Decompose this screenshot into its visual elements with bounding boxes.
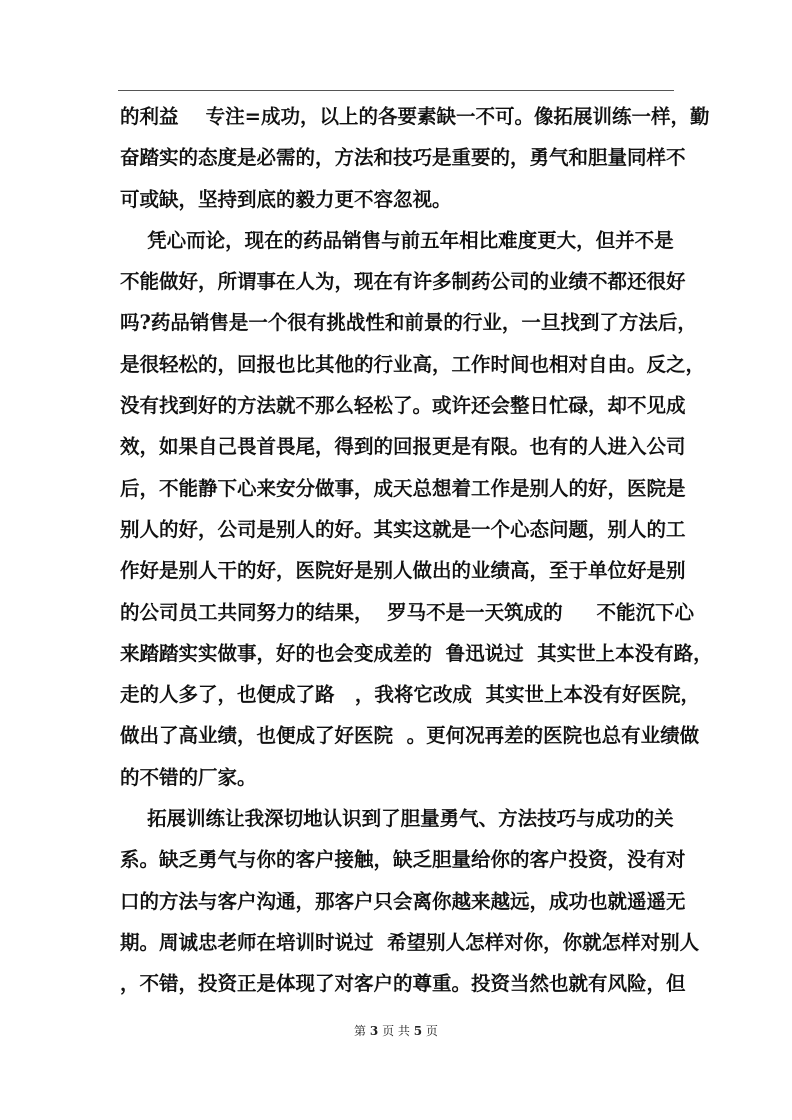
text-line: 后，不能静下心来安分做事，成天总想着工作是别人的好，医院是 bbox=[120, 476, 686, 500]
footer-total-pages: 5 bbox=[413, 1024, 423, 1038]
text-line: 奋踏实的态度是必需的，方法和技巧是重要的，勇气和胆量同样不 bbox=[120, 146, 686, 170]
text-line: 凭心而论，现在的药品销售与前五年相比难度更大，但并不是 bbox=[120, 228, 674, 252]
footer-prefix: 第 bbox=[354, 1024, 367, 1038]
text-line: 可或缺，坚持到底的毅力更不容忽视。 bbox=[120, 187, 452, 211]
text-line: 系。缺乏勇气与你的客户接触，缺乏胆量给你的客户投资，没有对 bbox=[120, 848, 686, 872]
text-line: 别人的好，公司是别人的好。其实这就是一个心态问题，别人的工 bbox=[120, 517, 686, 541]
text-line: 不能做好，所谓事在人为，现在有许多制药公司的业绩不都还很好 bbox=[120, 270, 686, 294]
body-text bbox=[120, 96, 713, 1005]
footer-suffix: 页 bbox=[425, 1024, 438, 1038]
text-line: ，不错，投资正是体现了对客户的尊重。投资当然也就有风险，但 bbox=[120, 972, 686, 996]
text-line: 的不错的厂家。 bbox=[120, 765, 257, 789]
footer-middle: 页 共 bbox=[382, 1024, 410, 1038]
text-line: 的公司员工共同努力的结果， 罗马不是一天筑成的 不能沉下心 bbox=[120, 600, 695, 624]
text-line: 口的方法与客户沟通，那客户只会离你越来越远，成功也就遥遥无 bbox=[120, 889, 686, 913]
footer-page-number: 3 bbox=[369, 1024, 379, 1038]
text-line: 是很轻松的，回报也比其他的行业高，工作时间也相对自由。反之， bbox=[120, 352, 706, 376]
text-line: 走的人多了，也便成了路 ，我将它改成 其实世上本没有好医院， bbox=[120, 683, 700, 707]
text-line: 做出了高业绩，也便成了好医院 。更何况再差的医院也总有业绩做 bbox=[120, 724, 700, 748]
text-line: 作好是别人干的好，医院好是别人做出的业绩高，至于单位好是别 bbox=[120, 559, 686, 583]
header-rule bbox=[118, 90, 674, 91]
text-line: 拓展训练让我深切地认识到了胆量勇气、方法技巧与成功的关 bbox=[120, 807, 674, 831]
text-line: 期。周诚忠老师在培训时说过 希望别人怎样对你，你就怎样对别人 bbox=[120, 930, 700, 954]
text-line: 效，如果自己畏首畏尾，得到的回报更是有限。也有的人进入公司 bbox=[120, 435, 686, 459]
text-line: 来踏踏实实做事，好的也会变成差的 鲁迅说过 其实世上本没有路， bbox=[120, 641, 713, 665]
page-footer bbox=[0, 1022, 792, 1039]
text-line: 没有找到好的方法就不那么轻松了。或许还会整日忙碌，却不见成 bbox=[120, 394, 686, 418]
text-line: 的利益 专注=成功，以上的各要素缺一不可。像拓展训练一样，勤 bbox=[120, 105, 710, 128]
text-line: 吗?药品销售是一个很有挑战性和前景的行业，一旦找到了方法后， bbox=[120, 311, 697, 335]
